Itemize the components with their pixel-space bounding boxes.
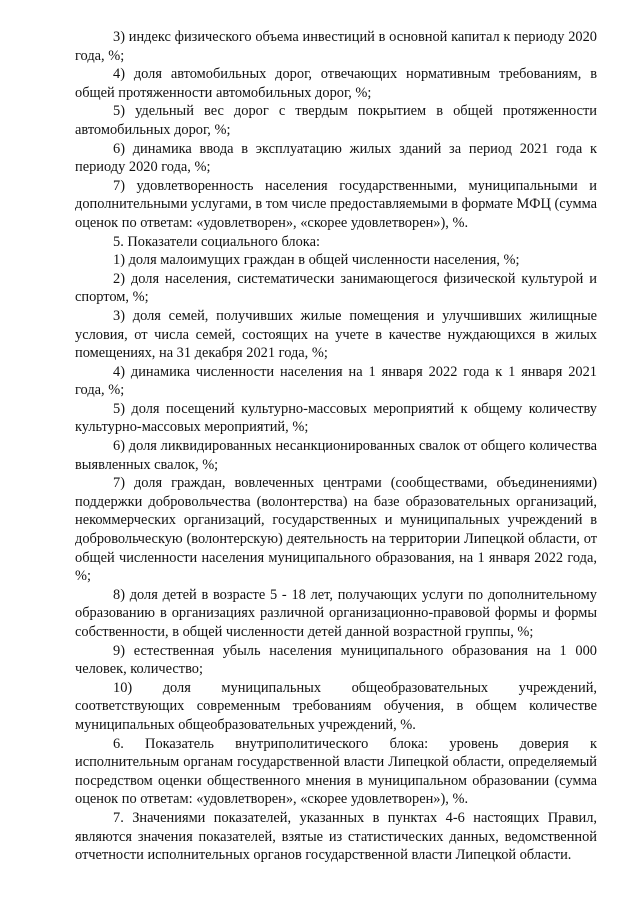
paragraph-dumps: 6) доля ликвидированных несанкционированных свалок от общего количества выявленных свалок, %;: [75, 438, 597, 473]
paragraph-housing-dynamics: 6) динамика ввода в эксплуатацию жилых зданий за период 2021 года к периоду 2020 года, %;: [75, 140, 597, 176]
paragraph-natural-decrease: 9) естественная убыль населения муниципального образования на 1 000 человек, количество;: [75, 642, 597, 678]
paragraph-volunteering: 7) доля граждан, вовлеченных центрами (сообществами, объединениями) поддержки добровольчества (волонтерства) на базе образовательных организаций, некоммерческих организаций, государственных и муниципальных учреждений в добровольческую (волонтерскую) деятельность на территории Липецкой области, от общей численности населения муниципального образования, на 1 января 2022 года, %;: [75, 475, 597, 585]
paragraph-housing-families: 3) доля семей, получивших жилые помещения и улучшивших жилищные условия, от числа семей, состоящих на учете в качестве нуждающихся в жилых помещениях, на 31 декабря 2021 года, %;: [75, 307, 597, 362]
document-page: [75, 28, 597, 865]
paragraph-political-block: 6. Показатель внутриполитического блока: уровень доверия к исполнительным органам государственной власти Липецкой области, определяемый посредством оценки общественного мнения в муниципальном образовании (сумма оценок по ответам: «удовлетворен», «скорее удовлетворен»), %.: [75, 735, 597, 808]
paragraph-low-income: 1) доля малоимущих граждан в общей численности населения, %;: [113, 252, 520, 269]
paragraph-cultural-events: 5) доля посещений культурно-массовых мероприятий к общему количеству культурно-массовых мероприятий, %;: [75, 400, 597, 436]
section-heading-social: 5. Показатели социального блока:: [113, 233, 320, 250]
paragraph-indicator-values: 7. Значениями показателей, указанных в пунктах 4-6 настоящих Правил, являются значения показателей, взятые из статистических данных, ведомственной отчетности исполнительных органов государственной власти Липецкой области.: [75, 809, 597, 864]
paragraph-sports: 2) доля населения, систематически занимающегося физической культурой и спортом, %;: [75, 270, 597, 306]
paragraph-hard-surface-roads: 5) удельный вес дорог с твердым покрытием в общей протяженности автомобильных дорог, %;: [75, 103, 597, 138]
paragraph-population-dynamics: 4) динамика численности населения на 1 января 2022 года к 1 января 2021 года, %;: [75, 363, 597, 399]
paragraph-schools: 10) доля муниципальных общеобразовательных учреждений, соответствующих современным требованиям обучения, в общем количестве муниципальных общеобразовательных учреждений, %.: [75, 679, 597, 733]
paragraph-roads-normative: 4) доля автомобильных дорог, отвечающих нормативным требованиям, в общей протяженности автомобильных дорог, %;: [75, 66, 597, 101]
paragraph-investment-index: 3) индекс физического объема инвестиций в основной капитал к периоду 2020 года, %;: [75, 29, 597, 64]
paragraph-children-education: 8) доля детей в возрасте 5 - 18 лет, получающих услуги по дополнительному образованию в организациях различной организационно-правовой формы и формы собственности, в общей численности детей данной возрастной группы, %;: [75, 586, 597, 640]
paragraph-services-satisfaction: 7) удовлетворенность населения государственными, муниципальными и дополнительными услугами, в том числе предоставляемыми в формате МФЦ (сумма оценок по ответам: «удовлетворен», «скорее удовлетворен»), %.: [75, 177, 597, 231]
